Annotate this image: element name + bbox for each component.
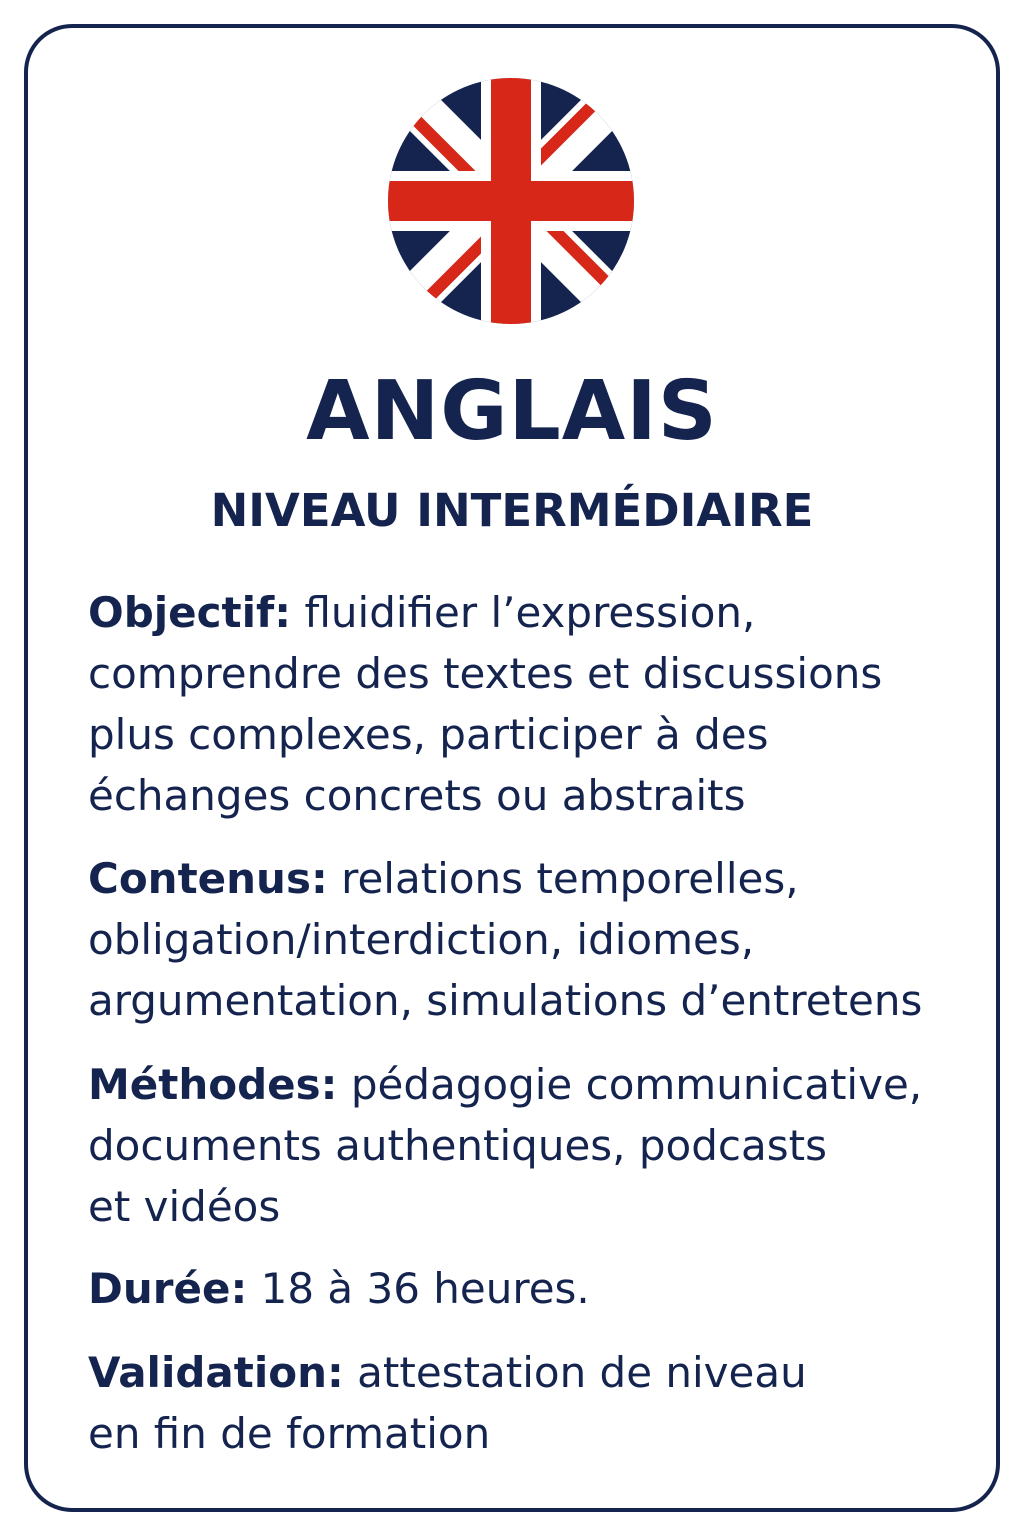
section-contenus xyxy=(88,848,988,1031)
section-text: fluidifier l’expression, comprendre des textes et discussions plus complexes, participer à des échanges concrets ou abstraits xyxy=(88,588,883,820)
section-text: pédagogie communicative, documents authentiques, podcasts et vidéos xyxy=(88,1060,923,1231)
section-text: relations temporelles, obligation/interdiction, idiomes, argumentation, simulations d’entretens xyxy=(88,854,923,1025)
section-objectif xyxy=(88,582,988,826)
section-text: 18 à 36 heures. xyxy=(260,1264,590,1313)
section-label: Contenus: xyxy=(88,854,328,903)
section-label: Validation: xyxy=(88,1348,344,1397)
section-validation xyxy=(88,1342,988,1464)
section-methodes xyxy=(88,1054,988,1237)
uk-flag-icon xyxy=(386,76,636,326)
section-label: Méthodes: xyxy=(88,1060,338,1109)
page-subtitle: NIVEAU INTERMÉDIAIRE xyxy=(210,484,814,537)
page-title: ANGLAIS xyxy=(306,364,718,459)
section-label: Objectif: xyxy=(88,588,292,637)
section-duree xyxy=(88,1258,988,1319)
section-label: Durée: xyxy=(88,1264,248,1313)
section-text: attestation de niveau en fin de formation xyxy=(88,1348,807,1458)
